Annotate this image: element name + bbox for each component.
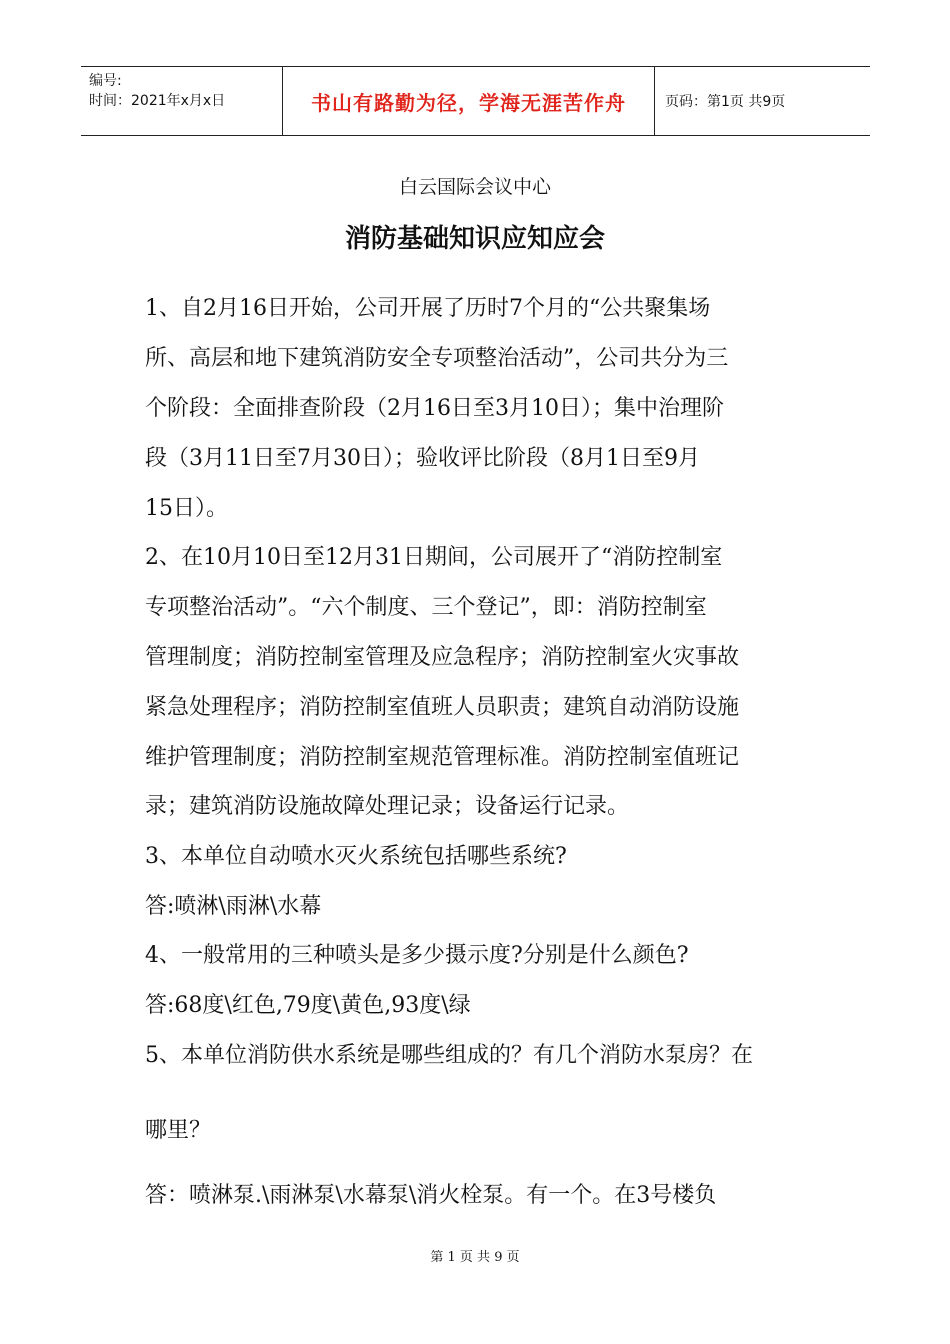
body-line: 段（3月11日至7月30日）；验收评比阶段（8月1日至9月	[145, 446, 700, 471]
body-line: 维护管理制度；消防控制室规范管理标准。消防控制室值班记	[145, 745, 740, 770]
body-line: 15日）。	[145, 496, 228, 521]
body-line: 答:喷淋\雨淋\水幕	[145, 894, 322, 919]
header-page-info: 页码：第1页 共9页	[665, 94, 786, 110]
document-header	[81, 66, 870, 136]
body-line: 所、高层和地下建筑消防安全专项整治活动”，公司共分为三	[145, 346, 729, 371]
body-line: 答:68度\红色,79度\黄色,93度\绿	[145, 993, 471, 1018]
body-line: 专项整治活动”。“六个制度、三个登记”，即：消防控制室	[145, 595, 707, 620]
body-line: 管理制度；消防控制室管理及应急程序；消防控制室火灾事故	[145, 645, 740, 670]
header-motto: 书山有路勤为径，学海无涯苦作舟	[282, 67, 655, 135]
body-line: 2、在10月10日至12月31日期间，公司展开了“消防控制室	[145, 545, 723, 570]
page-footer: 第 1 页 共 9 页	[430, 1250, 520, 1265]
body-line: 个阶段：全面排查阶段（2月16日至3月10日）；集中治理阶	[145, 396, 724, 421]
body-line: 5、本单位消防供水系统是哪些组成的？有几个消防水泵房？在	[145, 1043, 753, 1068]
body-line: 紧急处理程序；消防控制室值班人员职责；建筑自动消防设施	[145, 695, 740, 720]
header-meta-cell	[81, 67, 282, 135]
document-number-label: 编号:	[89, 73, 122, 89]
organization-name: 白云国际会议中心	[398, 176, 551, 198]
document-time-label: 时间：2021年x月x日	[89, 93, 226, 109]
body-line: 哪里？	[145, 1118, 212, 1143]
body-line: 录；建筑消防设施故障处理记录；设备运行记录。	[145, 794, 630, 819]
body-line: 答：喷淋泵.\雨淋泵\水幕泵\消火栓泵。有一个。在3号楼负	[145, 1183, 717, 1208]
document-title: 消防基础知识应知应会	[344, 224, 605, 254]
body-line: 4、一般常用的三种喷头是多少摄示度?分别是什么颜色?	[145, 943, 689, 968]
body-line: 1、自2月16日开始，公司开展了历时7个月的“公共聚集场	[145, 296, 711, 321]
body-line: 3、本单位自动喷水灭火系统包括哪些系统?	[145, 844, 567, 869]
